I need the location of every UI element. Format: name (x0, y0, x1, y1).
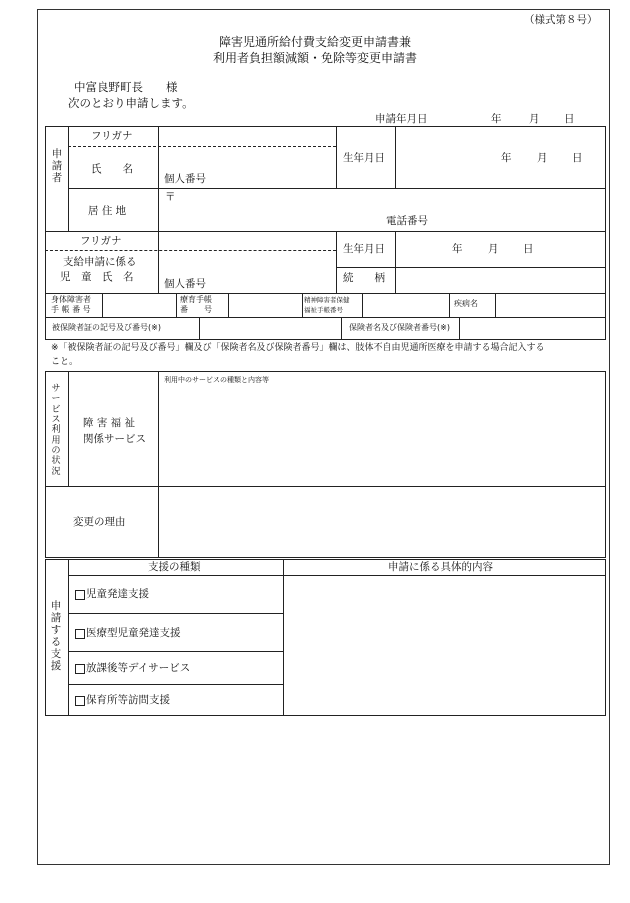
applicant-name-label: 氏 名 (91, 163, 133, 175)
checkbox-support-0[interactable] (75, 590, 85, 600)
form-title-line1: 障害児通所給付費支給変更申請書兼 (218, 35, 411, 49)
request-text: 次のとおり申請します。 (68, 96, 194, 110)
note-line1: ※「被保険者証の記号及び番号」欄及び「保険者名及び保険者番号」欄は、肢体不自由児通所医療を申請する場合記入する (51, 343, 545, 353)
note-line2: こと。 (51, 357, 79, 367)
support-detail-field[interactable] (285, 577, 604, 714)
child-name-label-line2: 児 童 氏 名 (60, 271, 134, 283)
support-item-3: 保育所等訪問支援 (86, 694, 170, 706)
child-furigana-label: フリガナ (80, 235, 122, 247)
child-name-label-line1: 支給申請に係る (63, 256, 137, 268)
applicant-personal-number-label: 個人番号 (164, 173, 206, 185)
applicant-birth-date-label: 生年月日 (343, 152, 385, 164)
child-personal-number-label: 個人番号 (164, 278, 206, 290)
support-type-header: 支援の種類 (148, 561, 201, 573)
checkbox-support-1[interactable] (75, 629, 85, 639)
insured-number-field[interactable] (201, 319, 340, 338)
applicant-furigana-label: フリガナ (91, 130, 133, 142)
child-name-field[interactable] (159, 253, 335, 273)
support-detail-header: 申請に係る具体的内容 (388, 561, 493, 573)
applicant-furigana-field[interactable] (159, 129, 335, 144)
application-date-label: 申請年月日 (375, 113, 428, 125)
insurer-field[interactable] (461, 319, 604, 338)
mental-handbook-field[interactable] (364, 295, 447, 315)
physical-handbook-label-1: 身体障害者 (51, 295, 91, 304)
change-reason-field[interactable] (160, 488, 604, 556)
welfare-service-label-line1: 障 害 福 祉 (83, 417, 136, 429)
child-birth-month-unit: 月 (488, 243, 499, 255)
mental-handbook-label-1: 精神障害者保健 (304, 296, 350, 304)
support-item-2: 放課後等デイサービス (86, 662, 191, 674)
ryoiku-handbook-label-2: 番 号 (180, 305, 212, 314)
change-reason-label: 変更の理由 (73, 516, 126, 528)
applicant-address-field[interactable] (175, 190, 375, 206)
child-relationship-field[interactable] (396, 269, 605, 291)
applicant-phone-label: 電話番号 (386, 215, 428, 227)
application-day-unit: 日 (564, 113, 575, 125)
form-number: （様式第８号） (524, 14, 598, 26)
service-status-side-label: サ ー ビ ス 利 用 の 状 況 (51, 384, 61, 477)
ryoiku-handbook-label-1: 療育手帳 (180, 295, 212, 304)
application-year-unit: 年 (491, 113, 502, 125)
mental-handbook-label-2: 福祉手帳番号 (304, 306, 343, 314)
applicant-birth-day-unit: 日 (572, 152, 583, 164)
disease-name-label: 疾病名 (454, 299, 478, 308)
applicant-name-field[interactable] (159, 148, 335, 168)
applicant-birth-year-unit: 年 (501, 152, 512, 164)
ryoiku-handbook-field[interactable] (230, 295, 300, 315)
support-side-label: 申 請 す る 支 援 (50, 600, 62, 673)
form-title-line2: 利用者負担額減額・免除等変更申請書 (212, 51, 417, 65)
child-relationship-label: 続 柄 (343, 272, 385, 284)
child-birth-date-label: 生年月日 (343, 243, 385, 255)
service-content-field[interactable] (160, 388, 604, 484)
checkbox-support-3[interactable] (75, 696, 85, 706)
service-content-hint: 利用中のサービスの種類と内容等 (164, 376, 269, 384)
application-month-unit: 月 (529, 113, 540, 125)
applicant-birth-month-unit: 月 (537, 152, 548, 164)
physical-handbook-field[interactable] (104, 295, 174, 315)
addressee: 中富良野町長 様 (74, 80, 178, 94)
physical-handbook-label-2: 手 帳 番 号 (51, 305, 91, 314)
support-item-1: 医療型児童発達支援 (86, 627, 181, 639)
insurer-label: 保険者名及び保険者番号(※) (349, 323, 450, 332)
postal-mark: 〒 (165, 191, 176, 203)
child-birth-day-unit: 日 (523, 243, 534, 255)
welfare-service-label-line2: 関係サービス (83, 433, 146, 445)
child-furigana-field[interactable] (159, 233, 335, 248)
child-birth-year-unit: 年 (452, 243, 463, 255)
insured-number-label: 被保険者証の記号及び番号(※) (52, 323, 161, 332)
support-item-0: 児童発達支援 (86, 588, 149, 600)
disease-name-field[interactable] (497, 295, 604, 315)
applicant-side-label: 申 請 者 (51, 148, 63, 185)
checkbox-support-2[interactable] (75, 664, 85, 674)
applicant-address-label: 居 住 地 (88, 205, 127, 217)
applicant-phone-field[interactable] (440, 212, 600, 229)
